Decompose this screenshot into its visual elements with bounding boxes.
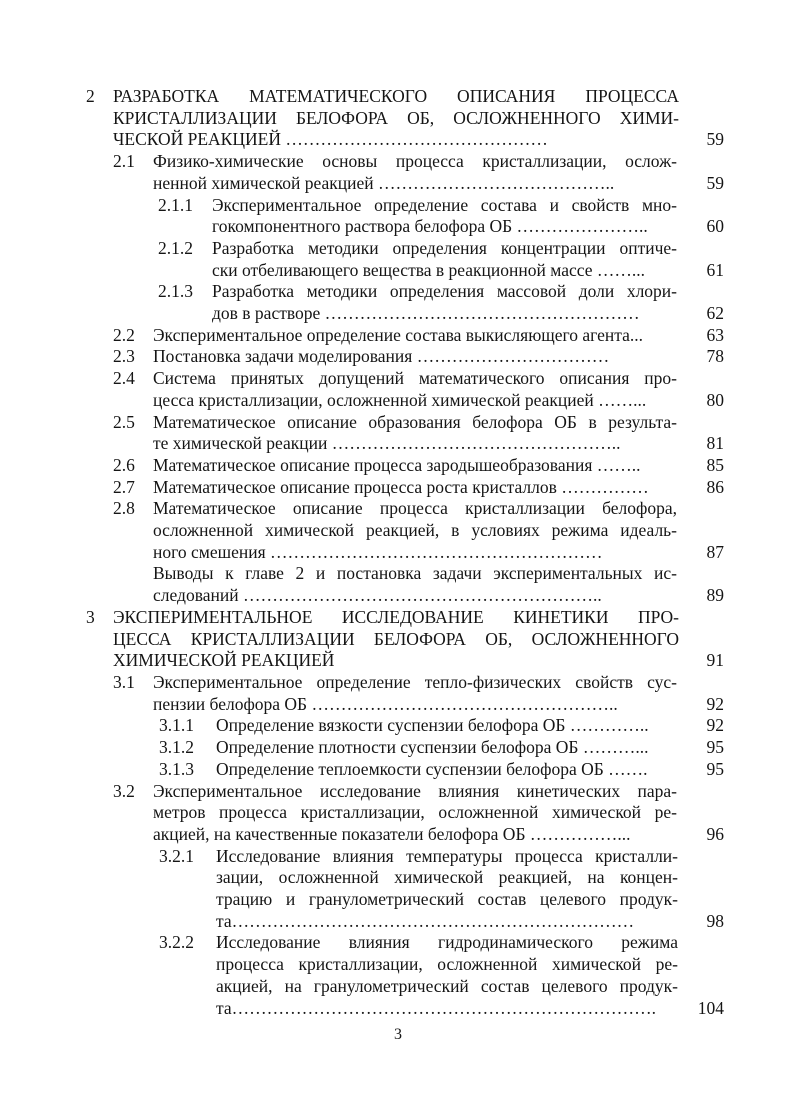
toc-entry-2-6 (0, 455, 796, 477)
toc-entry-number: 3 (86, 606, 95, 627)
toc-page-number: 80 (706, 389, 724, 410)
toc-entry-number: 3.2.2 (159, 932, 194, 953)
toc-entry-line: Разработка методики определения концентрации оптиче- (212, 237, 677, 258)
toc-entry-line: зации, осложненной химической реакцией, на концен- (216, 867, 678, 888)
toc-entry-number: 2.1.2 (158, 237, 193, 258)
toc-page-number: 81 (706, 433, 724, 454)
toc-entry-line: Разработка методики определения массовой доли хлори- (212, 281, 677, 302)
toc-entry-line: пензии белофора ОБ …………………………………………….. (153, 693, 618, 714)
toc-entry-line: Экспериментальное определение тепло-физических свойств сус- (153, 671, 677, 692)
toc-entry-line: Определение вязкости суспензии белофора ОБ ………….. (216, 715, 649, 736)
toc-entry-line: трацию и гранулометрический состав целевого продук- (216, 889, 678, 910)
toc-page-number: 62 (706, 303, 724, 324)
toc-entry-number: 2.7 (113, 476, 135, 497)
toc-entry-line: та…………………………………………………………… (216, 910, 635, 931)
page-number: 3 (394, 1026, 402, 1043)
toc-entry-line: ЦЕССА КРИСТАЛЛИЗАЦИИ БЕЛОФОРА ОБ, ОСЛОЖНЕННОГО (113, 628, 679, 649)
toc-entry-line: Экспериментальное исследование влияния кинетических пара- (153, 780, 677, 801)
toc-entry-2-5 (0, 412, 796, 455)
toc-entry-line: гокомпонентного раствора белофора ОБ ………………….. (212, 216, 648, 237)
toc-page-number: 87 (706, 541, 724, 562)
toc-entry-line: Выводы к главе 2 и постановка задачи экспериментальных ис- (153, 563, 677, 584)
toc-entry-line: процесса кристаллизации, осложненной химической ре- (216, 954, 678, 975)
toc-page-number: 89 (706, 585, 724, 606)
toc-entry-line: ски отбеливающего вещества в реакционной массе ……... (212, 259, 645, 280)
toc-entry-2 (0, 86, 796, 151)
toc-entry-2-1-3 (0, 281, 796, 324)
toc-page-number: 92 (706, 715, 724, 736)
toc-entry-line: ЧЕСКОЙ РЕАКЦИЕЙ ……………………………………… (113, 129, 548, 150)
toc-entry-2-4 (0, 368, 796, 411)
toc-entry-number: 3.2.1 (159, 845, 194, 866)
toc-entry-line: акцией, на качественные показатели белофора ОБ ……………... (153, 823, 631, 844)
toc-entry-number: 3.1.3 (159, 758, 194, 779)
toc-page-number: 59 (706, 129, 724, 150)
toc-page-number: 78 (706, 346, 724, 367)
toc-page-number: 95 (706, 758, 724, 779)
toc-page-number: 61 (706, 259, 724, 280)
toc-entry-line: ЭКСПЕРИМЕНТАЛЬНОЕ ИССЛЕДОВАНИЕ КИНЕТИКИ ПРО- (113, 606, 679, 627)
toc-entry-number: 2.1.3 (158, 281, 193, 302)
toc-entry-3-2 (0, 781, 796, 846)
toc-entry-line: Математическое описание процесса зародышеобразования …….. (153, 454, 641, 475)
toc-entry-number: 2.1 (113, 151, 135, 172)
toc-entry-line: акцией, на гранулометрический состав целевого продук- (216, 975, 678, 996)
toc-page-number: 85 (706, 454, 724, 475)
toc-entry-2-3 (0, 346, 796, 368)
table-of-contents (0, 86, 796, 1019)
toc-entry-line: ного смешения ………………………………………………… (153, 541, 603, 562)
toc-entry-line: Экспериментальное определение состава выкисляющего агента... (153, 324, 643, 345)
toc-entry-line: Математическое описание образования белофора ОБ в результа- (153, 411, 677, 432)
toc-page-number: 91 (706, 650, 724, 671)
toc-page-number: 104 (697, 997, 724, 1018)
toc-entry-line: следований …………………………………………………….. (153, 585, 602, 606)
toc-entry-line: метров процесса кристаллизации, осложненной химической ре- (153, 802, 677, 823)
toc-entry-number: 2.8 (113, 498, 135, 519)
toc-entry-line: Физико-химические основы процесса кристаллизации, ослож- (153, 151, 677, 172)
toc-entry-line: Экспериментальное определение состава и свойств мно- (212, 194, 677, 215)
toc-page-number: 86 (706, 476, 724, 497)
toc-entry-number: 2.1.1 (158, 194, 193, 215)
toc-entry-2-1-1 (0, 195, 796, 238)
toc-entry-2-2 (0, 325, 796, 347)
toc-entry-line: ненной химической реакцией ………………………………….. (153, 172, 615, 193)
toc-page-number: 96 (706, 823, 724, 844)
toc-entry-3-1-1 (0, 715, 796, 737)
toc-entry-line: Математическое описание процесса кристаллизации белофора, (153, 498, 677, 519)
toc-entry-2-8 (0, 498, 796, 563)
toc-entry-conclusions-2 (0, 563, 796, 606)
toc-entry-number: 2.5 (113, 411, 135, 432)
toc-entry-number: 2.3 (113, 346, 135, 367)
toc-page-number: 63 (706, 324, 724, 345)
toc-page-number: 92 (706, 693, 724, 714)
toc-page-number: 60 (706, 216, 724, 237)
toc-entry-number: 3.2 (113, 780, 135, 801)
toc-entry-line: дов в растворе ……………………………………………… (212, 303, 640, 324)
toc-entry-number: 3.1 (113, 671, 135, 692)
toc-entry-line: ХИМИЧЕСКОЙ РЕАКЦИЕЙ (113, 650, 335, 671)
toc-entry-line: Определение плотности суспензии белофора ОБ ………... (216, 737, 649, 758)
toc-entry-3-2-1 (0, 846, 796, 933)
toc-entry-line: цесса кристаллизации, осложненной химической реакцией ……... (153, 389, 647, 410)
toc-entry-number: 3.1.2 (159, 737, 194, 758)
toc-entry-number: 3.1.1 (159, 715, 194, 736)
toc-entry-line: осложненной химической реакцией, в условиях режима идеаль- (153, 520, 677, 541)
toc-entry-line: РАЗРАБОТКА МАТЕМАТИЧЕСКОГО ОПИСАНИЯ ПРОЦЕССА (113, 86, 679, 106)
toc-entry-line: Исследование влияния температуры процесса кристалли- (216, 845, 678, 866)
toc-entry-line: Исследование влияния гидродинамического режима (216, 932, 678, 953)
toc-entry-number: 2.6 (113, 454, 135, 475)
toc-entry-3-2-2 (0, 932, 796, 1019)
toc-entry-line: та………………………………………………………………. (216, 997, 657, 1018)
toc-entry-3-1-2 (0, 737, 796, 759)
toc-entry-2-1-2 (0, 238, 796, 281)
toc-entry-line: Определение теплоемкости суспензии белофора ОБ ……. (216, 758, 648, 779)
toc-entry-3-1 (0, 672, 796, 715)
toc-entry-line: Постановка задачи моделирования …………………………… (153, 346, 610, 367)
toc-entry-line: те химической реакции ………………………………………….. (153, 433, 621, 454)
toc-entry-2-1 (0, 151, 796, 194)
toc-page-number: 59 (706, 172, 724, 193)
toc-entry-3-1-3 (0, 759, 796, 781)
toc-entry-line: Математическое описание процесса роста кристаллов …………… (153, 476, 649, 497)
toc-page-number: 95 (706, 737, 724, 758)
toc-entry-number: 2 (86, 86, 95, 106)
toc-page-number: 98 (706, 910, 724, 931)
toc-entry-3 (0, 607, 796, 672)
toc-entry-line: Система принятых допущений математического описания про- (153, 368, 677, 389)
toc-entry-line: КРИСТАЛЛИЗАЦИИ БЕЛОФОРА ОБ, ОСЛОЖНЕННОГО ХИМИ- (113, 107, 679, 128)
toc-entry-2-7 (0, 477, 796, 499)
toc-entry-number: 2.2 (113, 324, 135, 345)
toc-entry-number: 2.4 (113, 368, 135, 389)
